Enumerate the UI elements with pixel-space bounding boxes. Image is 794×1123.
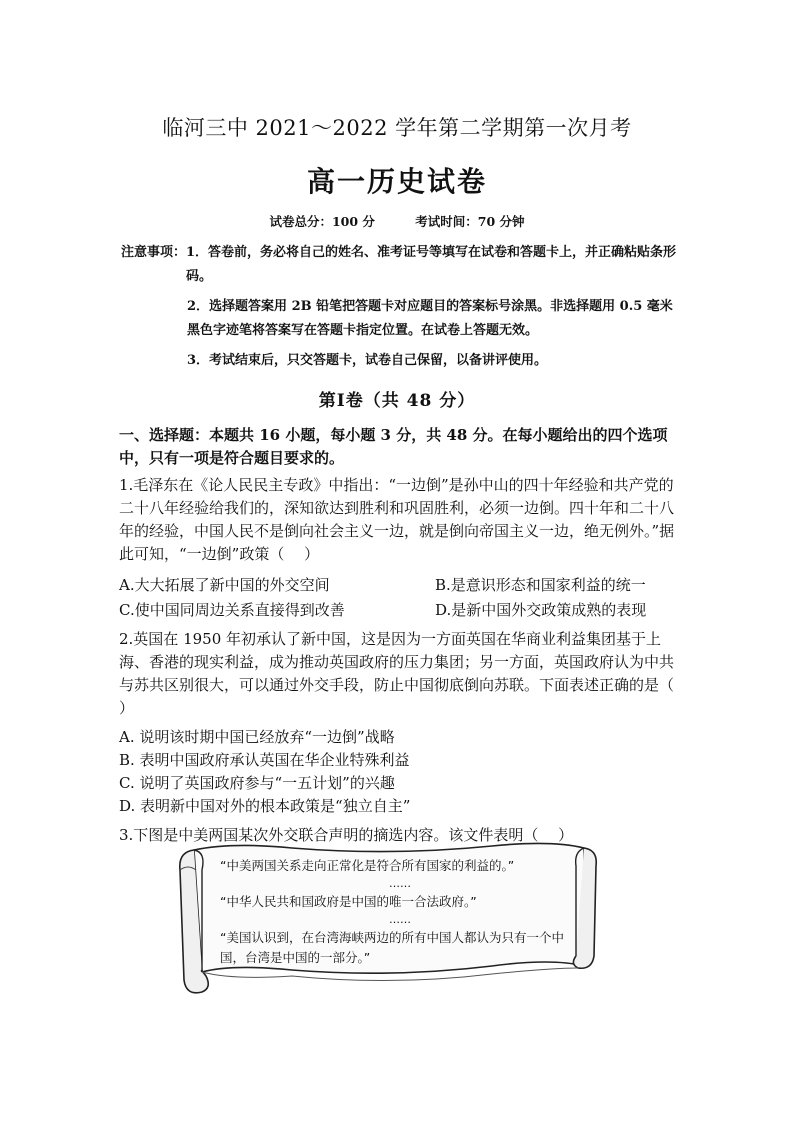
question-1-option-c: C.使中国同周边关系直接得到改善	[119, 601, 345, 619]
exam-notes	[121, 241, 681, 373]
scroll-quotes	[212, 856, 588, 968]
total-score: 试卷总分：100 分	[269, 214, 375, 229]
note-item-2: 2．选择题答案用 2B 铅笔把答题卡对应题目的答案标号涂黑。非选择题用 0.5 毫米黑色字迹笔将答案写在答题卡指定位置。在试卷上答题无效。	[187, 299, 673, 338]
joint-communique-scroll	[172, 830, 600, 1000]
section-title: 第Ⅰ卷（共 48 分）	[318, 391, 476, 411]
question-2-option-b: B. 表明中国政府承认英国在华企业特殊利益	[119, 751, 410, 769]
notes-label: 注意事项：	[121, 245, 187, 260]
question-2-stem: 2.英国在 1950 年初承认了新中国，这是因为一方面英国在华商业利益集团基于上海、香港的现实利益，成为推动英国政府的压力集团；另一方面，英国政府认为中共与苏共区别很大，可以通过外交手段，防止中国彻底倒向苏联。下面表述正确的是（ ）	[119, 630, 694, 717]
note-item-1-text: 1．答卷前，务必将自己的姓名、准考证号等填写在试卷和答题卡上，并正确粘贴条形码。	[186, 245, 677, 284]
question-1-options	[119, 574, 679, 622]
question-2-option-c: C. 说明了英国政府参与“一五计划”的兴趣	[119, 774, 395, 792]
question-2-option-a: A. 说明该时期中国已经放弃“一边倒”战略	[119, 728, 395, 746]
question-1-option-a: A.大大拓展了新中国的外交空间	[119, 576, 330, 594]
question-1-stem: 1.毛泽东在《论人民民主专政》中指出：“一边倒”是孙中山的四十年经验和共产党的二十八年经验给我们的，深知欲达到胜利和巩固胜利，必须一边倒。四十年和二十八年的经验，中国人民不是倒向社会主义一边，就是倒向帝国主义一边，绝无例外。”据此可知，“一边倒”政策（ ）	[119, 476, 675, 563]
note-item-1	[121, 241, 681, 289]
question-1-option-b: B.是意识形态和国家利益的统一	[435, 576, 646, 594]
school-title: 临河三中 2021～2022 学年第二学期第一次月考	[162, 116, 632, 140]
ellipsis-1: ……	[389, 877, 411, 890]
quote-1: “中美两国关系走向正常化是符合所有国家的利益的。”	[220, 858, 515, 873]
question-2-options	[119, 726, 679, 818]
section-instructions: 一、选择题：本题共 16 小题，每小题 3 分，共 48 分。在每小题给出的四个选项中，只有一项是符合题目要求的。	[119, 426, 668, 467]
exam-time: 考试时间：70 分钟	[415, 214, 525, 229]
quote-2: “中华人民共和国政府是中国的唯一合法政府。”	[220, 894, 477, 909]
question-2-option-d: D. 表明新中国对外的根本政策是“独立自主”	[119, 797, 411, 815]
question-1-option-d: D.是新中国外交政策成熟的表现	[435, 601, 647, 619]
question-body	[119, 424, 694, 847]
question-3-stem: 3.下图是中美两国某次外交联合声明的摘选内容。该文件表明（ ）	[119, 826, 574, 844]
ellipsis-2: ……	[389, 913, 411, 926]
quote-3: “美国认识到，在台湾海峡两边的所有中国人都认为只有一个中国，台湾是中国的一部分。”	[220, 930, 564, 965]
note-item-3: 3．考试结束后，只交答题卡，试卷自己保留，以备讲评使用。	[187, 353, 548, 368]
exam-meta	[0, 212, 794, 230]
exam-title: 高一历史试卷	[306, 165, 487, 198]
